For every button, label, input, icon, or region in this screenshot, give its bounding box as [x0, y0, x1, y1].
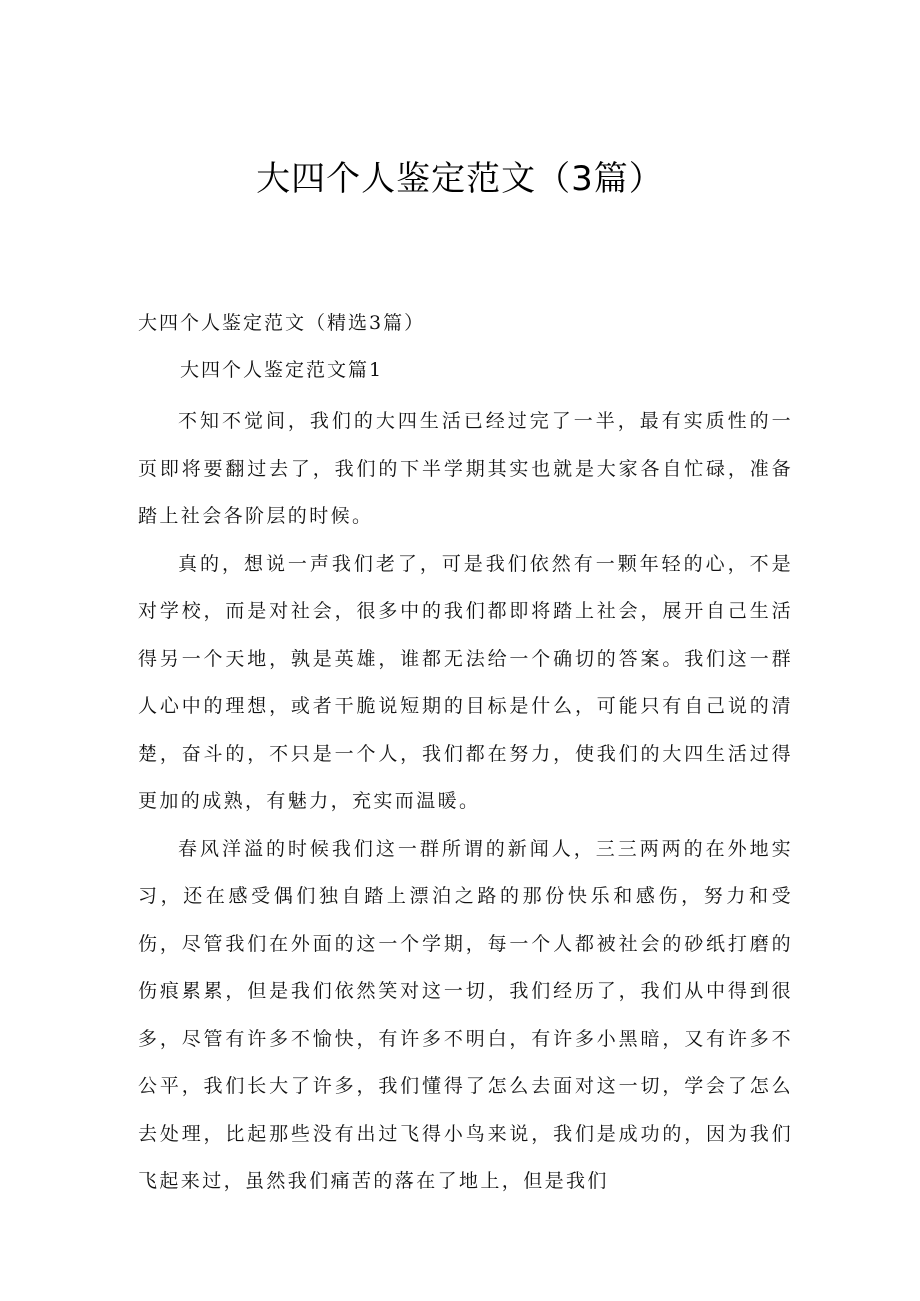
document-body: [138, 398, 793, 1206]
document-subtitle: 大四个人鉴定范文（精选3篇）: [138, 312, 426, 334]
paragraph-2: 真的，想说一声我们老了，可是我们依然有一颗年轻的心，不是对学校，而是对社会，很多中的我们都即将踏上社会，展开自己生活得另一个天地，孰是英雄，谁都无法给一个确切的答案。我们这一群人心中的理想，或者干脆说短期的目标是什么，可能只有自己说的清楚，奋斗的，不只是一个人，我们都在努力，使我们的大四生活过得更加的成熟，有魅力，充实而温暖。: [138, 552, 793, 812]
paragraph-1: 不知不觉间，我们的大四生活已经过完了一半，最有实质性的一页即将要翻过去了，我们的下半学期其实也就是大家各自忙碌，准备踏上社会各阶层的时候。: [138, 410, 793, 527]
document-title: 大四个人鉴定范文（3篇）: [256, 159, 664, 199]
paragraph-3: 春风洋溢的时候我们这一群所谓的新闻人，三三两两的在外地实习，还在感受偶们独自踏上漂泊之路的那份快乐和感伤，努力和受伤，尽管我们在外面的这一个学期，每一个人都被社会的砂纸打磨的伤痕累累，但是我们依然笑对这一切，我们经历了，我们从中得到很多，尽管有许多不愉快，有许多不明白，有许多小黑暗，又有许多不公平，我们长大了许多，我们懂得了怎么去面对这一切，学会了怎么去处理，比起那些没有出过飞得小鸟来说，我们是成功的，因为我们飞起来过，虽然我们痛苦的落在了地上，但是我们: [138, 837, 793, 1192]
section-heading: 大四个人鉴定范文篇1: [180, 359, 384, 381]
